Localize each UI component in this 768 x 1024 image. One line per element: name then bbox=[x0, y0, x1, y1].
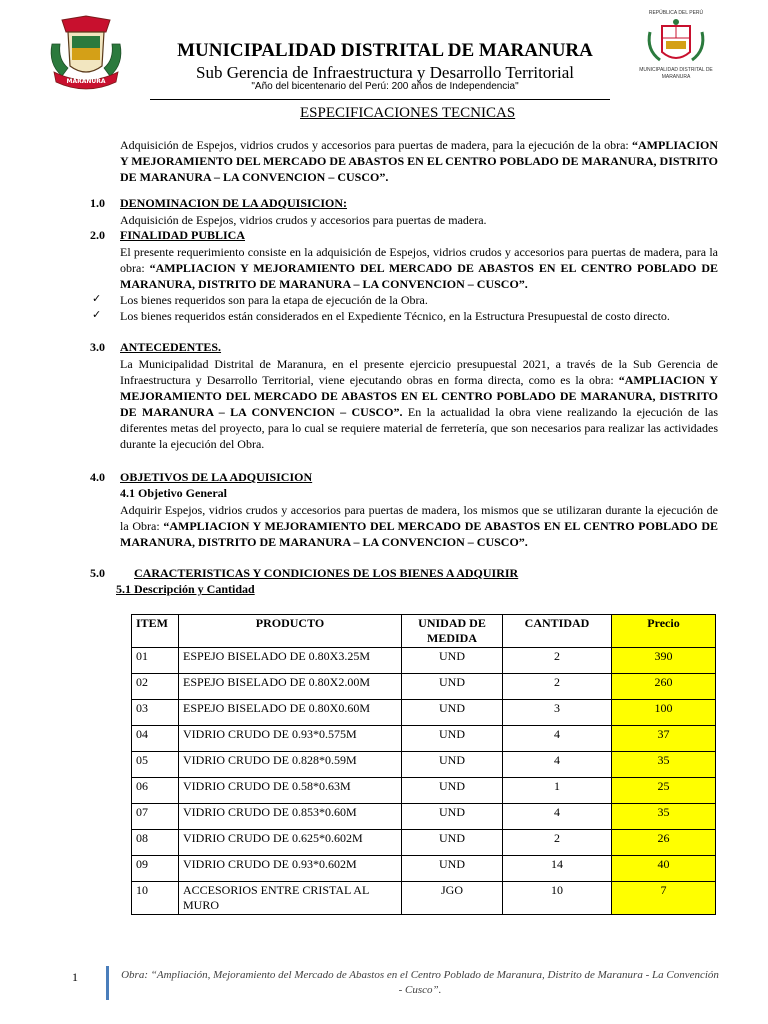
section-3-text-continued: En la actualidad la obra viene realizando la ejecución de las diferentes metas del proyecto, para lo cual se requiere material de ferretería, que son necesarios para realizar las actividades durante la ejecución del Obra. bbox=[120, 405, 718, 451]
section-4-text: Adquirir Espejos, vidrios crudos y accesorios para puertas de madera, los mismos que se utilizaran durante la ejecución de la Obra: bbox=[120, 503, 718, 533]
cell-unidad: UND bbox=[402, 830, 503, 856]
cell-precio: 35 bbox=[612, 804, 716, 830]
page-number: 1 bbox=[72, 970, 78, 984]
cell-precio: 260 bbox=[612, 674, 716, 700]
cell-precio: 37 bbox=[612, 726, 716, 752]
table-row bbox=[132, 882, 716, 915]
cell-cantidad: 2 bbox=[503, 674, 612, 700]
cell-producto: VIDRIO CRUDO DE 0.93*0.602M bbox=[179, 856, 402, 882]
section-3-title: ANTECEDENTES. bbox=[120, 340, 222, 354]
table-row bbox=[132, 856, 716, 882]
table-row bbox=[132, 700, 716, 726]
footer-accent-bar bbox=[106, 966, 109, 1000]
intro-project-name: “AMPLIACION Y MEJORAMIENTO DEL MERCADO DE ABASTOS EN EL CENTRO POBLADO DE MARANURA, DISTRITO DE MARANURA – LA CONVENCION – CUSCO”. bbox=[120, 138, 718, 184]
document-title: ESPECIFICACIONES TECNICAS bbox=[300, 105, 516, 121]
section-4-subtitle: 4.1 Objetivo General bbox=[120, 486, 227, 500]
col-header-producto: PRODUCTO bbox=[179, 615, 402, 648]
cell-cantidad: 14 bbox=[503, 856, 612, 882]
intro-text: Adquisición de Espejos, vidrios crudos y accesorios para puertas de madera, para la ejecución de la obra: bbox=[120, 138, 629, 152]
section-3-text: La Municipalidad Distrital de Maranura, en el presente ejercicio presupuestal 2021, a través de la Sub Gerencia de Infraestructura y Desarrollo Territorial, viene ejecutando obras en forma directa, como es la obra: bbox=[120, 357, 718, 387]
bullet-item: Los bienes requeridos son para la etapa de ejecución de la Obra. bbox=[120, 293, 428, 307]
cell-producto: VIDRIO CRUDO DE 0.828*0.59M bbox=[179, 752, 402, 778]
section-2-project-name: “AMPLIACION Y MEJORAMIENTO DEL MERCADO DE ABASTOS EN EL CENTRO POBLADO DE MARANURA, DISTRITO DE MARANURA – LA CONVENCION – CUSCO”. bbox=[120, 261, 719, 291]
municipal-crest-logo bbox=[44, 14, 128, 94]
cell-item: 05 bbox=[132, 752, 179, 778]
cell-producto: VIDRIO CRUDO DE 0.853*0.60M bbox=[179, 804, 402, 830]
cell-cantidad: 2 bbox=[503, 648, 612, 674]
table-header-row bbox=[132, 615, 716, 648]
cell-item: 10 bbox=[132, 882, 179, 915]
cell-unidad: UND bbox=[402, 674, 503, 700]
col-header-unidad: UNIDAD DE MEDIDA bbox=[402, 615, 503, 648]
cell-precio: 25 bbox=[612, 778, 716, 804]
cell-unidad: UND bbox=[402, 752, 503, 778]
cell-cantidad: 4 bbox=[503, 804, 612, 830]
cell-item: 03 bbox=[132, 700, 179, 726]
section-2-paragraph bbox=[120, 244, 718, 292]
footer-text: Obra: “Ampliación, Mejoramiento del Mercado de Abastos en el Centro Poblado de Maranura, Distrito de Maranura - La Convención - Cusco”. bbox=[121, 969, 719, 996]
cell-precio: 7 bbox=[612, 882, 716, 915]
cell-item: 08 bbox=[132, 830, 179, 856]
cell-producto: ESPEJO BISELADO DE 0.80X3.25M bbox=[179, 648, 402, 674]
products-table bbox=[131, 614, 716, 915]
cell-cantidad: 2 bbox=[503, 830, 612, 856]
crest-banner-text: MARANURA bbox=[66, 78, 106, 85]
cell-producto: ESPEJO BISELADO DE 0.80X0.60M bbox=[179, 700, 402, 726]
section-2-text: El presente requerimiento consiste en la adquisición de Espejos, vidrios crudos y accesorios para puertas de madera, para la obra: bbox=[120, 245, 718, 275]
table-row bbox=[132, 726, 716, 752]
cell-cantidad: 4 bbox=[503, 726, 612, 752]
col-header-precio: Precio bbox=[612, 615, 716, 648]
cell-item: 09 bbox=[132, 856, 179, 882]
section-1-title: DENOMINACION DE LA ADQUISICION: bbox=[120, 196, 348, 210]
table-row bbox=[132, 752, 716, 778]
cell-cantidad: 4 bbox=[503, 752, 612, 778]
section-5-subtitle: 5.1 Descripción y Cantidad bbox=[116, 582, 255, 596]
cell-unidad: UND bbox=[402, 856, 503, 882]
checkmark-icon: ✓ bbox=[92, 292, 102, 305]
cell-item: 04 bbox=[132, 726, 179, 752]
section-4-paragraph bbox=[120, 502, 718, 550]
cell-producto: VIDRIO CRUDO DE 0.625*0.602M bbox=[179, 830, 402, 856]
cell-unidad: UND bbox=[402, 700, 503, 726]
table-row bbox=[132, 830, 716, 856]
section-3-project-name: “AMPLIACION Y MEJORAMIENTO DEL MERCADO DE ABASTOS EN EL CENTRO POBLADO DE MARANURA, DISTRITO DE MARANURA – LA CONVENCION – CUSCO”. bbox=[120, 373, 718, 419]
cell-item: 06 bbox=[132, 778, 179, 804]
cell-precio: 35 bbox=[612, 752, 716, 778]
cell-producto: ACCESORIOS ENTRE CRISTAL AL MURO bbox=[179, 882, 402, 915]
cell-unidad: UND bbox=[402, 778, 503, 804]
cell-unidad: UND bbox=[402, 726, 503, 752]
table-row bbox=[132, 674, 716, 700]
intro-paragraph bbox=[120, 137, 718, 185]
cell-cantidad: 3 bbox=[503, 700, 612, 726]
section-2-number: 2.0 bbox=[90, 228, 105, 242]
col-header-cantidad: CANTIDAD bbox=[503, 615, 612, 648]
cell-cantidad: 1 bbox=[503, 778, 612, 804]
cell-precio: 40 bbox=[612, 856, 716, 882]
section-4-title: OBJETIVOS DE LA ADQUISICION bbox=[120, 470, 313, 484]
cell-precio: 26 bbox=[612, 830, 716, 856]
section-3-paragraph bbox=[120, 356, 718, 452]
section-2-title: FINALIDAD PUBLICA bbox=[120, 228, 246, 242]
cell-cantidad: 10 bbox=[503, 882, 612, 915]
table-row bbox=[132, 648, 716, 674]
cell-unidad: UND bbox=[402, 648, 503, 674]
section-4-number: 4.0 bbox=[90, 470, 105, 484]
section-1-number: 1.0 bbox=[90, 196, 105, 210]
cell-producto: ESPEJO BISELADO DE 0.80X2.00M bbox=[179, 674, 402, 700]
cell-precio: 100 bbox=[612, 700, 716, 726]
section-5-number: 5.0 bbox=[90, 566, 105, 580]
cell-item: 02 bbox=[132, 674, 179, 700]
section-5-title: CARACTERISTICAS Y CONDICIONES DE LOS BIENES A ADQUIRIR bbox=[134, 566, 519, 580]
col-header-item: ITEM bbox=[132, 615, 179, 648]
section-4-project-name: “AMPLIACION Y MEJORAMIENTO DEL MERCADO DE ABASTOS EN EL CENTRO POBLADO DE MARANURA, DISTRITO DE MARANURA – LA CONVENCION – CUSCO”. bbox=[120, 519, 718, 549]
cell-precio: 390 bbox=[612, 648, 716, 674]
table-row bbox=[132, 804, 716, 830]
cell-producto: VIDRIO CRUDO DE 0.93*0.575M bbox=[179, 726, 402, 752]
page-title: MUNICIPALIDAD DISTRITAL DE MARANURA bbox=[177, 40, 593, 61]
cell-item: 07 bbox=[132, 804, 179, 830]
table-row bbox=[132, 778, 716, 804]
cell-unidad: JGO bbox=[402, 882, 503, 915]
section-1-text: Adquisición de Espejos, vidrios crudos y accesorios para puertas de madera. bbox=[120, 213, 487, 227]
cell-item: 01 bbox=[132, 648, 179, 674]
header-divider bbox=[150, 99, 610, 100]
bullet-item: Los bienes requeridos están considerados en el Expediente Técnico, en la Estructura Presupuestal de costo directo. bbox=[120, 309, 670, 323]
cell-unidad: UND bbox=[402, 804, 503, 830]
year-motto: "Año del bicentenario del Perú: 200 años de Independencia" bbox=[251, 81, 519, 92]
republic-label: REPÚBLICA DEL PERÚ bbox=[648, 10, 704, 16]
cell-producto: VIDRIO CRUDO DE 0.58*0.63M bbox=[179, 778, 402, 804]
page-subtitle: Sub Gerencia de Infraestructura y Desarrollo Territorial bbox=[195, 63, 574, 82]
checkmark-icon: ✓ bbox=[92, 308, 102, 321]
right-emblem-caption: MUNICIPALIDAD DISTRITAL DE MARANURA bbox=[639, 67, 713, 80]
section-3-number: 3.0 bbox=[90, 340, 105, 354]
